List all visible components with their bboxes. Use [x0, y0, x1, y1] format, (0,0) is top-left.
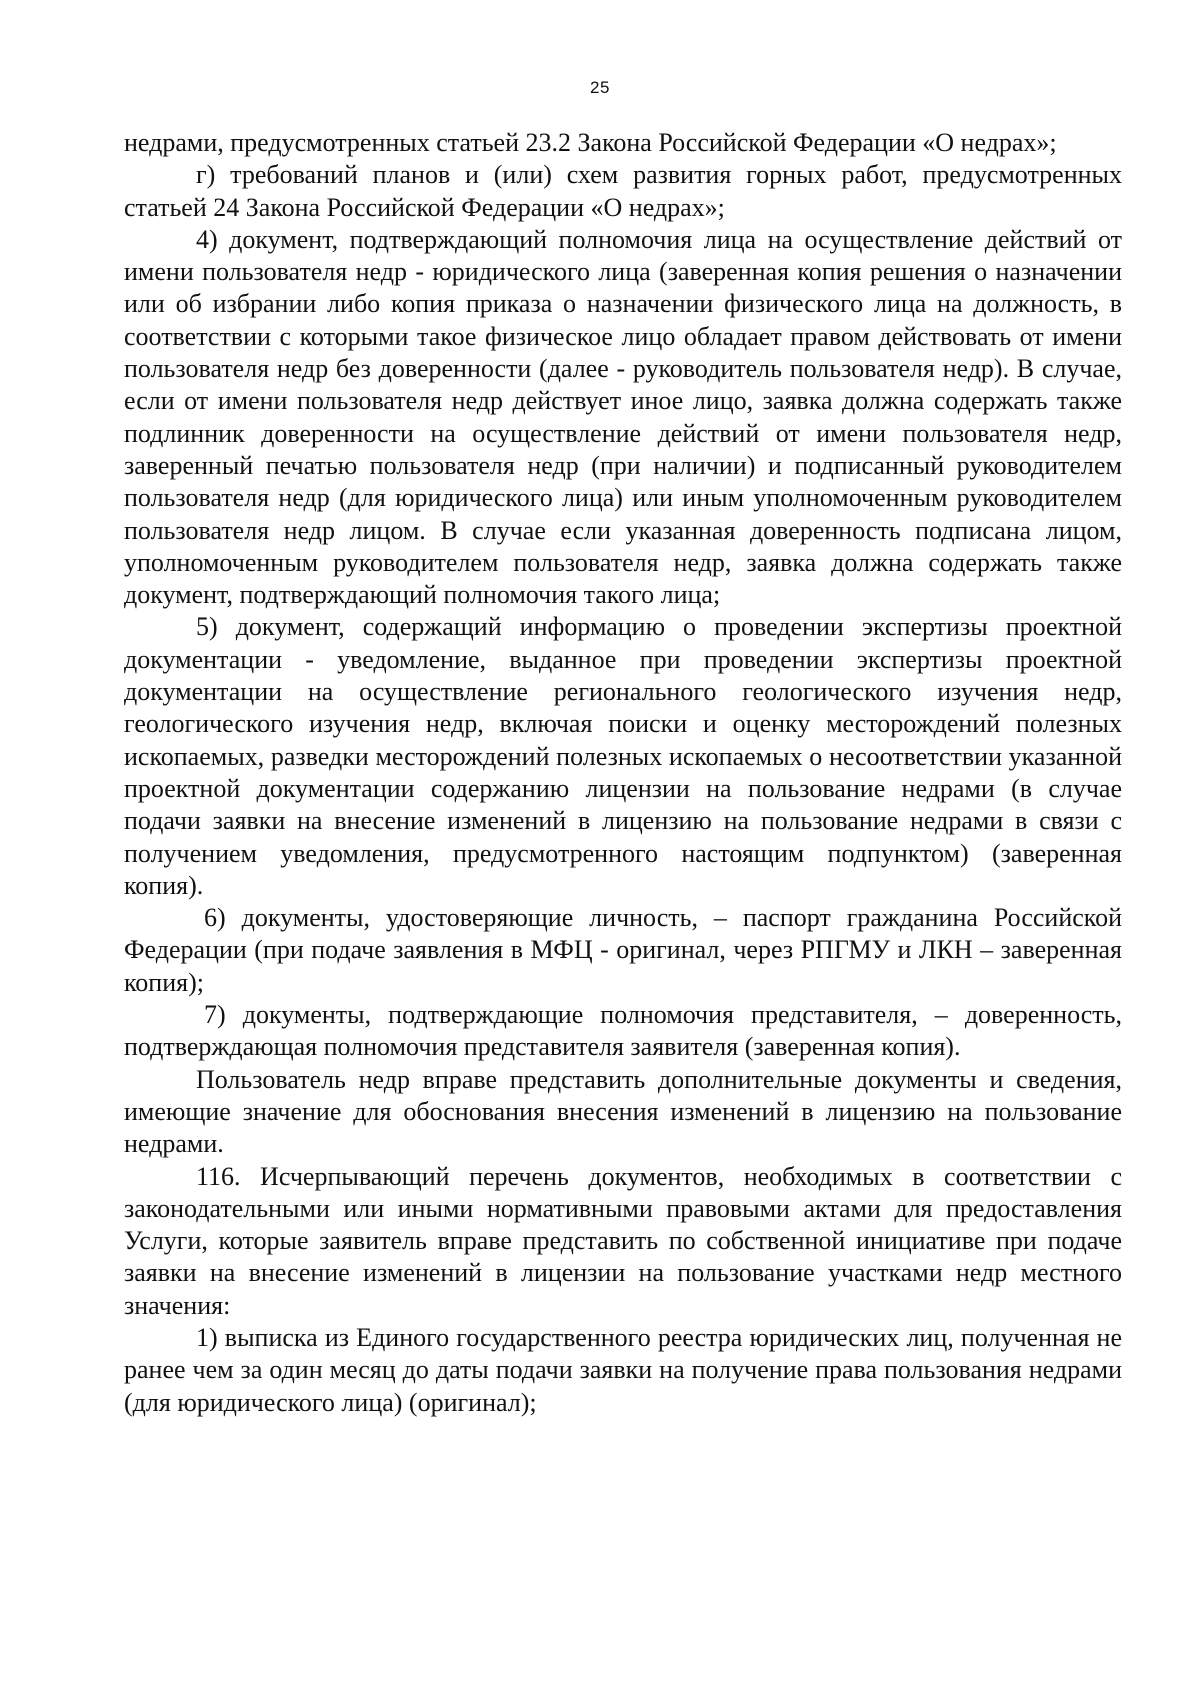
paragraph-additional-documents: Пользователь недр вправе представить дополнительные документы и сведения, имеющие значение для обоснования внесения изменений в лицензию на пользование недрами. — [124, 1064, 1122, 1159]
paragraph-item-1: 1) выписка из Единого государственного реестра юридических лиц, полученная не ранее чем за один месяц до даты подачи заявки на получение права пользования недрами (для юридического лица) (оригинал); — [124, 1322, 1122, 1417]
paragraph-item-7: 7) документы, подтверждающие полномочия представителя, – доверенность, подтверждающая полномочия представителя заявителя (заверенная копия). — [124, 1000, 1122, 1062]
paragraph-item-6: 6) документы, удостоверяющие личность, – паспорт гражданина Российской Федерации (при подаче заявления в МФЦ - оригинал, через РПГМУ и ЛКН – заверенная копия); — [124, 903, 1122, 997]
paragraph-clause-116: 116. Исчерпывающий перечень документов, необходимых в соответствии с законодательными или иными нормативными правовыми актами для предоставления Услуги, которые заявитель вправе представить по собственной инициативе при подаче заявки на внесение изменений в лицензии на пользование участками недр местного значения: — [124, 1161, 1122, 1320]
paragraph-item-g: г) требований планов и (или) схем развития горных работ, предусмотренных статьей 24 Закона Российской Федерации «О недрах»; — [124, 160, 1122, 222]
paragraph-item-5: 5) документ, содержащий информацию о проведении экспертизы проектной документации - уведомление, выданное при проведении экспертизы проектной документации на осуществление регионального геологического изучения недр, геологического изучения недр, включая поиски и оценку месторождений полезных ископаемых, разведки месторождений полезных ископаемых о несоответствии указанной проектной документации содержанию лицензии на пользование недрами (в случае подачи заявки на внесение изменений в лицензию на пользование недрами в связи с получением уведомления, предусмотренного настоящим подпунктом) (заверенная копия). — [124, 612, 1122, 900]
page-number: 25 — [590, 78, 610, 97]
paragraph-item-4: 4) документ, подтверждающий полномочия лица на осуществление действий от имени пользователя недр - юридического лица (заверенная копия решения о назначении или об избрании либо копия приказа о назначении физического лица на должность, в соответствии с которыми такое физическое лицо обладает правом действовать от имени пользователя недр без доверенности (далее - руководитель пользователя недр). В случае, если от имени пользователя недр действует иное лицо, заявка должна содержать также подлинник доверенности на осуществление действий от имени пользователя недр, заверенный печатью пользователя недр (при наличии) и подписанный руководителем пользователя недр (для юридического лица) или иным уполномоченным руководителем пользователя недр лицом. В случае если указанная доверенность подписана лицом, уполномоченным руководителем пользователя недр, заявка должна содержать также документ, подтверждающий полномочия такого лица; — [124, 224, 1122, 610]
paragraph-continuation: недрами, предусмотренных статьей 23.2 Закона Российской Федерации «О недрах»; — [124, 128, 1057, 157]
document-body — [124, 127, 1122, 1419]
